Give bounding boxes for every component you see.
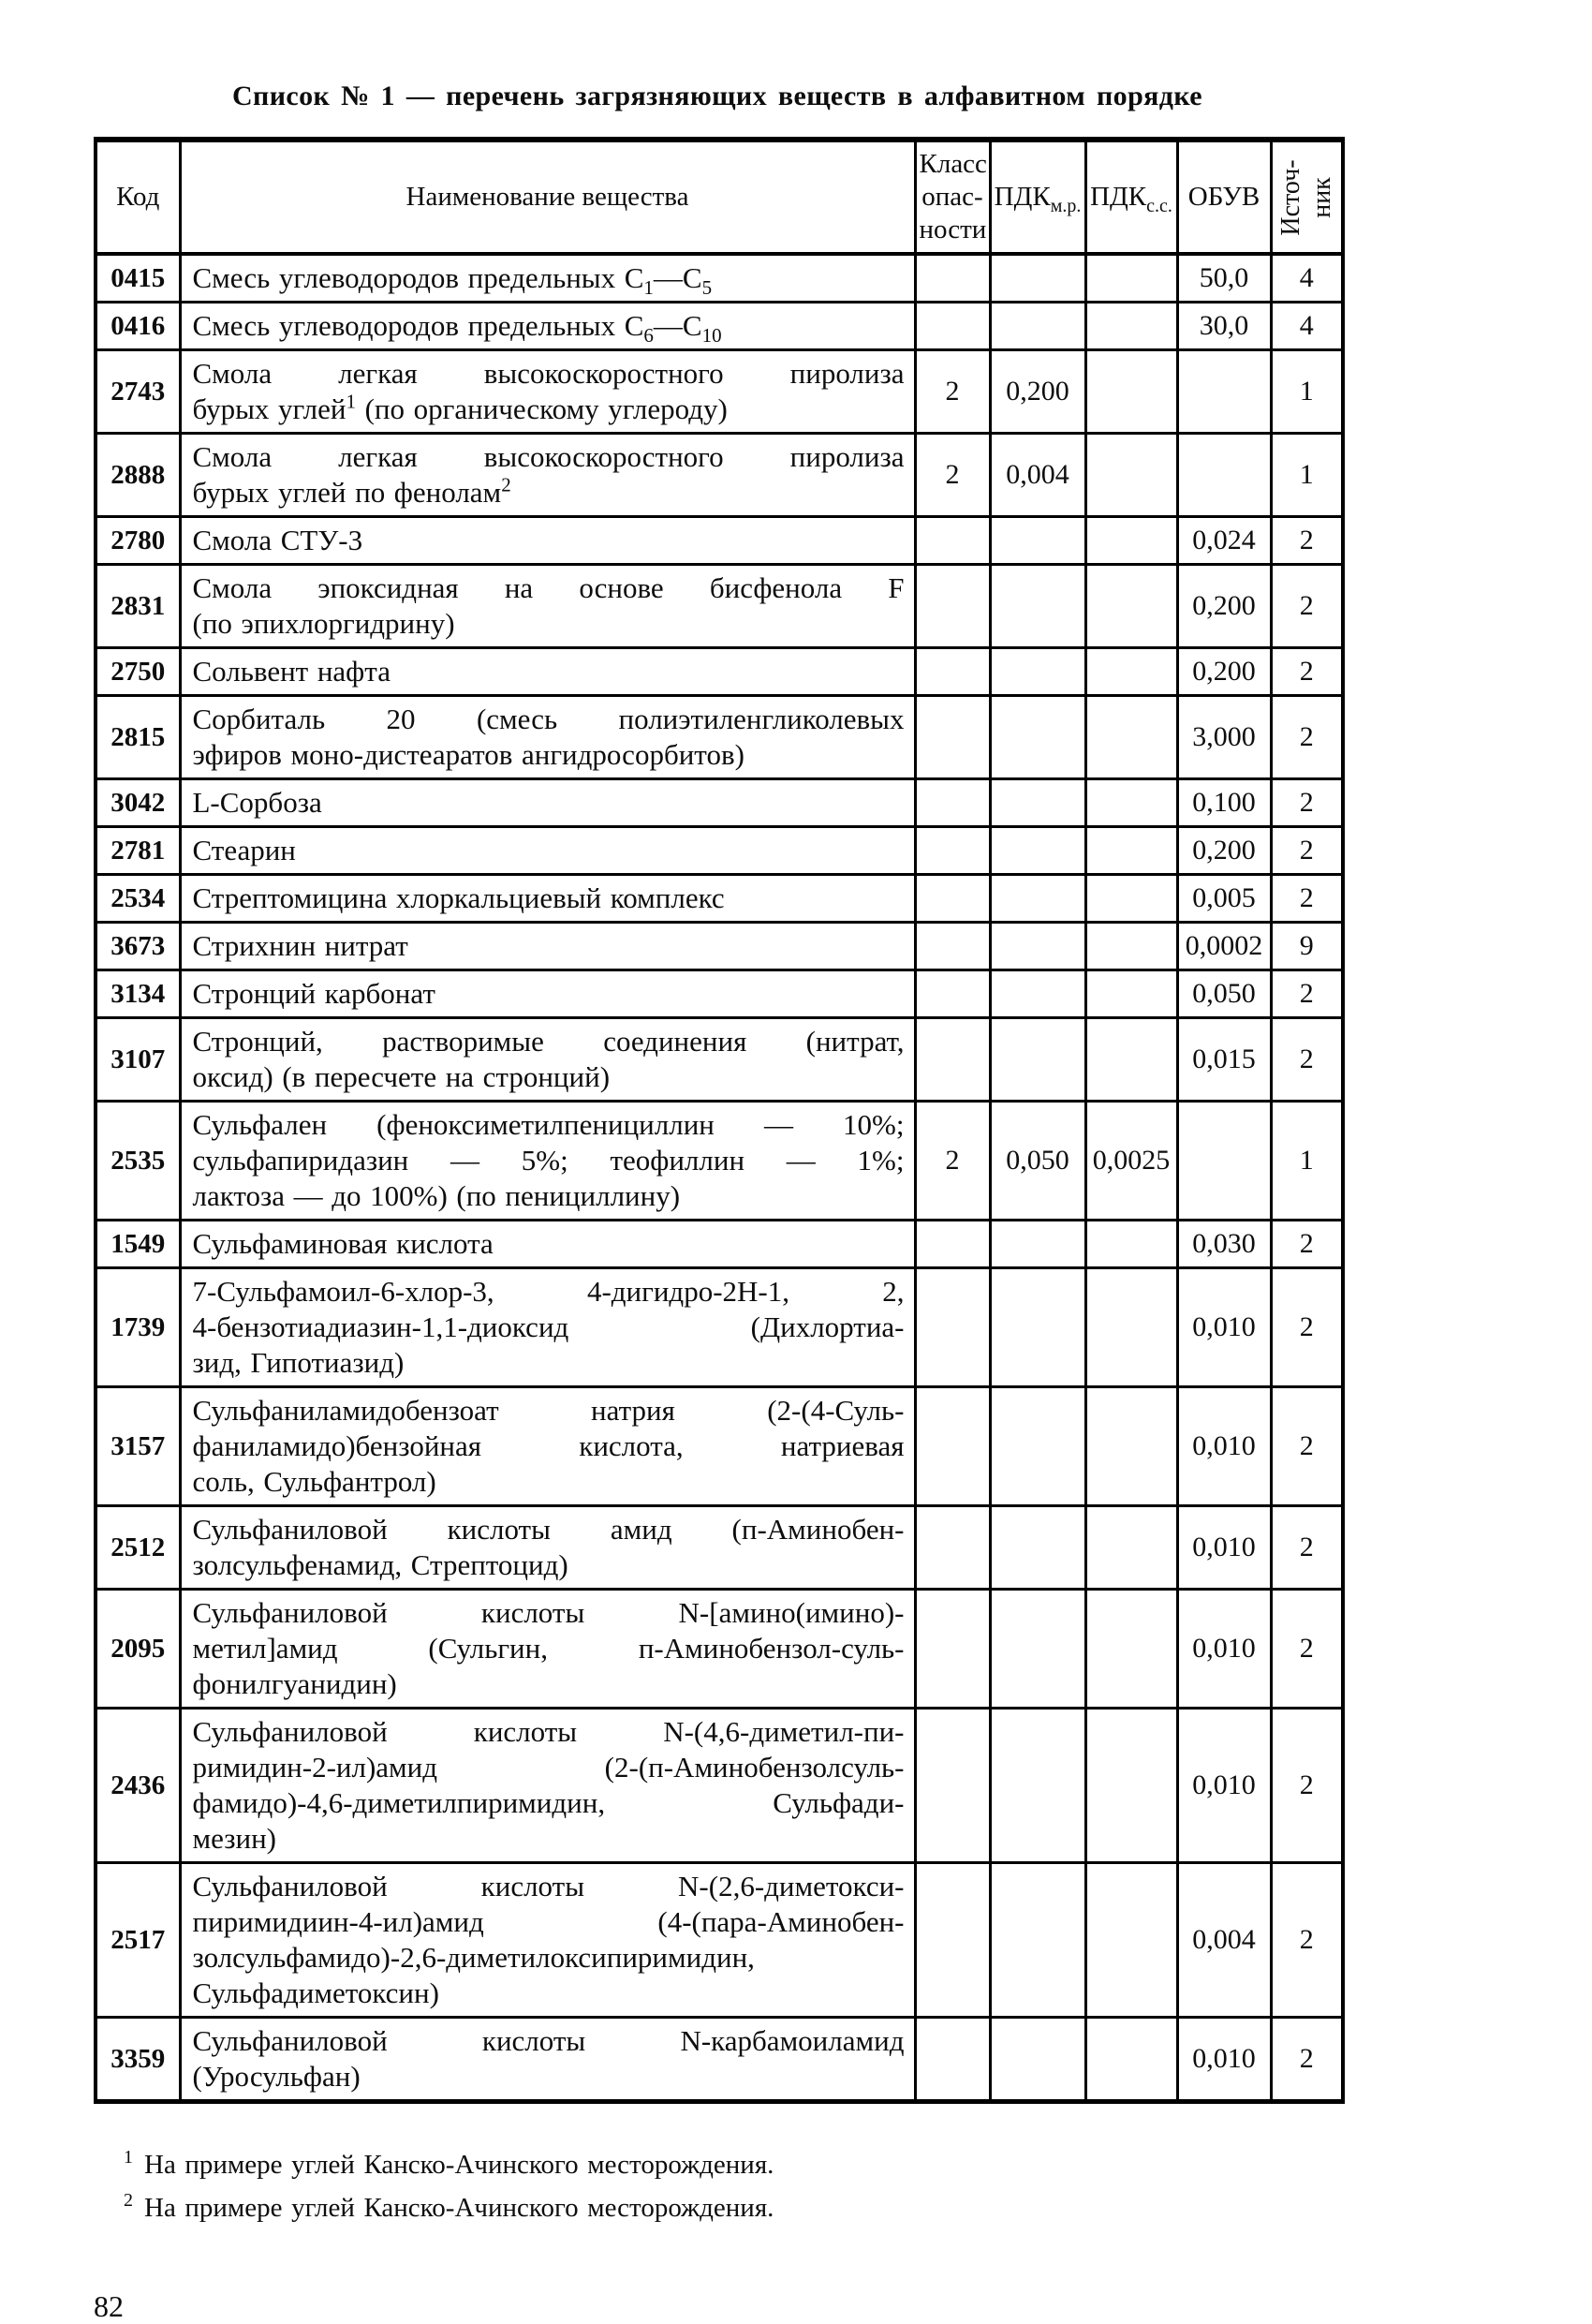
cell-code: 2535	[96, 1102, 180, 1221]
cell-obuv: 0,100	[1177, 779, 1271, 827]
substance-name-line: соль, Сульфантрол)	[192, 1465, 436, 1498]
cell-code: 3157	[96, 1387, 180, 1506]
table-row	[96, 517, 1343, 565]
substance-name-line: метил]амид (Сульгин, п-Аминобензол-суль-	[192, 1632, 905, 1665]
cell-hazard-class	[915, 2018, 990, 2102]
substance-name-line: пиримидиин-4-ил)амид (4-(пара-Аминобен-	[192, 1905, 905, 1938]
cell-source: 9	[1271, 923, 1343, 970]
col-header-substance-name: Наименование вещества	[180, 140, 915, 254]
cell-source: 2	[1271, 779, 1343, 827]
cell-pdk-mr	[990, 1268, 1085, 1387]
substance-name-line: (Уросульфан)	[192, 2060, 361, 2093]
cell-obuv: 0,200	[1177, 827, 1271, 875]
table-row	[96, 1590, 1343, 1709]
cell-obuv: 0,010	[1177, 1709, 1271, 1863]
cell-hazard-class	[915, 1268, 990, 1387]
cell-code: 3359	[96, 2018, 180, 2102]
cell-source: 2	[1271, 648, 1343, 696]
cell-hazard-class	[915, 1221, 990, 1268]
substance-name-line: Смола СТУ-3	[192, 524, 363, 556]
substance-name-line: Сульфаниловой кислоты N-[амино(имино)-	[192, 1596, 905, 1629]
substance-name-line: золсульфамидо)-2,6-диметилоксипиримидин,	[192, 1941, 755, 1974]
cell-pdk-mr	[990, 1590, 1085, 1709]
cell-hazard-class	[915, 1590, 990, 1709]
cell-source: 2	[1271, 1268, 1343, 1387]
cell-code: 0416	[96, 303, 180, 350]
table-row	[96, 779, 1343, 827]
substance-name-line: сульфапиридазин — 5%; теофиллин — 1%;	[192, 1144, 905, 1177]
cell-obuv: 0,004	[1177, 1863, 1271, 2018]
cell-substance-name	[180, 875, 915, 923]
table-row	[96, 2018, 1343, 2102]
cell-source: 2	[1271, 1506, 1343, 1590]
substance-name-line: Смесь углеводородов предельных $С_6—С_{10}$	[192, 309, 722, 348]
cell-obuv	[1177, 434, 1271, 517]
cell-substance-name	[180, 1268, 915, 1387]
cell-substance-name	[180, 827, 915, 875]
cell-source: 2	[1271, 1709, 1343, 1863]
cell-pdk-ss	[1085, 1387, 1177, 1506]
cell-pdk-mr	[990, 970, 1085, 1018]
substance-name-line: Сульфаниловой кислоты N-карбамоиламид	[192, 2024, 905, 2057]
cell-hazard-class	[915, 517, 990, 565]
table-row	[96, 350, 1343, 434]
cell-code: 2831	[96, 565, 180, 648]
subscript: 6	[643, 324, 654, 348]
footnote-1-text: На примере углей Канско-Ачинского месторождения.	[144, 2150, 774, 2180]
cell-hazard-class	[915, 648, 990, 696]
table-body	[96, 254, 1343, 2102]
cell-source: 2	[1271, 1863, 1343, 2018]
cell-obuv	[1177, 1102, 1271, 1221]
cell-obuv: 0,0002	[1177, 923, 1271, 970]
cell-code: 2512	[96, 1506, 180, 1590]
cell-substance-name	[180, 1863, 915, 2018]
col-header-code: Код	[96, 140, 180, 254]
document-page	[94, 0, 1341, 2324]
cell-obuv	[1177, 350, 1271, 434]
cell-pdk-mr	[990, 517, 1085, 565]
substance-name-line: фаниламидо)бензойная кислота, натриевая	[192, 1429, 905, 1462]
cell-substance-name	[180, 517, 915, 565]
col-header-pdk-ss	[1085, 140, 1177, 254]
table-row	[96, 970, 1343, 1018]
hazard-header-line: опас-	[921, 182, 983, 212]
cell-code: 2534	[96, 875, 180, 923]
subscript: 10	[701, 324, 722, 348]
substance-name-line: мезин)	[192, 1822, 277, 1855]
cell-substance-name	[180, 1018, 915, 1102]
pdk-mr-base: ПДК	[994, 182, 1051, 212]
substance-name-line: Сольвент нафта	[192, 655, 391, 688]
footnote-2-marker: 2	[124, 2190, 133, 2212]
substance-name-line: бурых углей по фенолам$^2$	[192, 473, 511, 509]
cell-substance-name	[180, 696, 915, 779]
cell-code: 2436	[96, 1709, 180, 1863]
cell-pdk-ss	[1085, 303, 1177, 350]
cell-substance-name	[180, 565, 915, 648]
cell-obuv: 0,030	[1177, 1221, 1271, 1268]
cell-hazard-class	[915, 827, 990, 875]
table-row	[96, 875, 1343, 923]
substance-name-line: Сульфаминовая кислота	[192, 1227, 494, 1260]
table-row	[96, 923, 1343, 970]
cell-pdk-ss	[1085, 1221, 1177, 1268]
table-row	[96, 434, 1343, 517]
cell-substance-name	[180, 2018, 915, 2102]
cell-source: 1	[1271, 350, 1343, 434]
substance-name-line: бурых углей$^1$ (по органическому углероду)	[192, 390, 728, 425]
cell-substance-name	[180, 1506, 915, 1590]
cell-obuv: 30,0	[1177, 303, 1271, 350]
header-row	[96, 140, 1343, 254]
cell-pdk-mr	[990, 1863, 1085, 2018]
col-header-hazard-class	[915, 140, 990, 254]
cell-substance-name	[180, 350, 915, 434]
pdk-ss-subscript: с.с.	[1146, 195, 1172, 216]
substance-name-line: Стронций, растворимые соединения (нитрат,	[192, 1025, 905, 1058]
table-row	[96, 827, 1343, 875]
cell-source: 2	[1271, 1018, 1343, 1102]
table-row	[96, 1506, 1343, 1590]
cell-hazard-class	[915, 1018, 990, 1102]
cell-pdk-mr	[990, 648, 1085, 696]
cell-code: 3107	[96, 1018, 180, 1102]
cell-hazard-class	[915, 303, 990, 350]
cell-code: 3134	[96, 970, 180, 1018]
cell-pdk-mr	[990, 1387, 1085, 1506]
cell-hazard-class	[915, 1387, 990, 1506]
cell-source: 2	[1271, 696, 1343, 779]
substance-name-line: Смола легкая высокоскоростного пиролиза	[192, 357, 905, 390]
cell-pdk-ss	[1085, 648, 1177, 696]
cell-code: 3673	[96, 923, 180, 970]
cell-obuv: 0,005	[1177, 875, 1271, 923]
substance-name-line: фонилгуанидин)	[192, 1667, 397, 1700]
footnote-1-marker: 1	[124, 2147, 133, 2169]
cell-source: 2	[1271, 565, 1343, 648]
table-row	[96, 254, 1343, 303]
substance-name-line: Сульфаниловой кислоты N-(4,6-диметил-пи-	[192, 1715, 905, 1748]
cell-substance-name	[180, 303, 915, 350]
cell-source: 2	[1271, 517, 1343, 565]
cell-source: 2	[1271, 970, 1343, 1018]
cell-source: 2	[1271, 1221, 1343, 1268]
table-row	[96, 1709, 1343, 1863]
table-row	[96, 1102, 1343, 1221]
cell-pdk-mr	[990, 1018, 1085, 1102]
col-header-pdk-mr	[990, 140, 1085, 254]
cell-substance-name	[180, 1102, 915, 1221]
cell-obuv: 0,010	[1177, 2018, 1271, 2102]
cell-obuv: 0,010	[1177, 1387, 1271, 1506]
cell-source: 4	[1271, 254, 1343, 303]
cell-pdk-ss	[1085, 923, 1177, 970]
page-number: 82	[94, 2289, 124, 2323]
cell-code: 2517	[96, 1863, 180, 2018]
cell-pdk-ss	[1085, 1590, 1177, 1709]
cell-hazard-class: 2	[915, 434, 990, 517]
cell-pdk-ss	[1085, 1863, 1177, 2018]
cell-hazard-class	[915, 1709, 990, 1863]
cell-source: 1	[1271, 434, 1343, 517]
substance-name-line: Смола эпоксидная на основе бисфенола F	[192, 571, 905, 604]
cell-pdk-mr: 0,050	[990, 1102, 1085, 1221]
pdk-ss-base: ПДК	[1090, 182, 1147, 212]
page-title: Список № 1 — перечень загрязняющих веществ в алфавитном порядке	[231, 81, 1203, 111]
superscript-footnote-ref: 1	[346, 390, 356, 413]
footnote-1	[124, 2143, 1341, 2186]
cell-code: 2888	[96, 434, 180, 517]
cell-pdk-mr	[990, 779, 1085, 827]
substance-name-line: лактоза — до 100%) (по пенициллину)	[192, 1179, 681, 1212]
table-row	[96, 303, 1343, 350]
cell-substance-name	[180, 970, 915, 1018]
cell-pdk-mr	[990, 1709, 1085, 1863]
cell-obuv: 0,200	[1177, 565, 1271, 648]
cell-substance-name	[180, 1709, 915, 1863]
substance-name-line: 7-Сульфамоил-6-хлор-3, 4-дигидро-2Н-1, 2,	[192, 1275, 905, 1308]
cell-substance-name	[180, 1221, 915, 1268]
pdk-mr-subscript: м.р.	[1050, 195, 1082, 216]
cell-substance-name	[180, 648, 915, 696]
table-header	[96, 140, 1343, 254]
cell-code: 2781	[96, 827, 180, 875]
cell-substance-name	[180, 254, 915, 303]
cell-hazard-class	[915, 923, 990, 970]
cell-hazard-class: 2	[915, 350, 990, 434]
cell-pdk-mr	[990, 923, 1085, 970]
substance-name-line: Сульфаниламидобензоат натрия (2-(4-Суль-	[192, 1394, 905, 1427]
cell-code: 2095	[96, 1590, 180, 1709]
cell-obuv: 0,010	[1177, 1590, 1271, 1709]
cell-code: 2743	[96, 350, 180, 434]
cell-pdk-ss	[1085, 254, 1177, 303]
substance-name-line: фамидо)-4,6-диметилпиримидин, Сульфади-	[192, 1786, 905, 1819]
cell-obuv: 0,010	[1177, 1268, 1271, 1387]
hazard-header-line: Класс	[919, 149, 987, 179]
cell-code: 2780	[96, 517, 180, 565]
cell-pdk-ss	[1085, 970, 1177, 1018]
cell-pdk-ss	[1085, 1268, 1177, 1387]
cell-source: 2	[1271, 1590, 1343, 1709]
cell-obuv: 0,024	[1177, 517, 1271, 565]
cell-obuv: 0,015	[1177, 1018, 1271, 1102]
cell-pdk-ss	[1085, 827, 1177, 875]
cell-source: 2	[1271, 827, 1343, 875]
cell-substance-name	[180, 434, 915, 517]
cell-pdk-ss	[1085, 2018, 1177, 2102]
subscript: 5	[701, 276, 713, 300]
table-row	[96, 1863, 1343, 2018]
cell-hazard-class	[915, 254, 990, 303]
cell-code: 1549	[96, 1221, 180, 1268]
subscript: 1	[643, 276, 654, 300]
substance-name-line: 4-бензотиадиазин-1,1-диоксид (Дихлортиа-	[192, 1310, 905, 1343]
table-row	[96, 1221, 1343, 1268]
cell-hazard-class	[915, 696, 990, 779]
table-row	[96, 1268, 1343, 1387]
substance-name-line: золсульфенамид, Стрептоцид)	[192, 1548, 568, 1581]
cell-source: 2	[1271, 2018, 1343, 2102]
superscript-footnote-ref: 2	[501, 473, 511, 496]
cell-obuv: 3,000	[1177, 696, 1271, 779]
substance-name-line: Сульфален (феноксиметилпенициллин — 10%;	[192, 1108, 905, 1141]
cell-pdk-mr	[990, 827, 1085, 875]
substance-name-line: L-Сорбоза	[192, 786, 322, 819]
substance-name-line: Сульфадиметоксин)	[192, 1976, 439, 2009]
table-row	[96, 648, 1343, 696]
cell-pdk-ss	[1085, 350, 1177, 434]
cell-substance-name	[180, 923, 915, 970]
cell-substance-name	[180, 779, 915, 827]
cell-code: 3042	[96, 779, 180, 827]
cell-hazard-class	[915, 875, 990, 923]
cell-pdk-ss	[1085, 517, 1177, 565]
cell-hazard-class: 2	[915, 1102, 990, 1221]
substance-name-line: Стрихнин нитрат	[192, 929, 408, 962]
substance-name-line: Сульфаниловой кислоты амид (п-Аминобен-	[192, 1513, 905, 1546]
cell-code: 2750	[96, 648, 180, 696]
cell-obuv: 0,010	[1177, 1506, 1271, 1590]
cell-pdk-mr: 0,004	[990, 434, 1085, 517]
table-row	[96, 1018, 1343, 1102]
substance-name-line: Сульфаниловой кислоты N-(2,6-диметокси-	[192, 1870, 905, 1902]
cell-hazard-class	[915, 779, 990, 827]
cell-source: 2	[1271, 1387, 1343, 1506]
cell-pdk-mr	[990, 1506, 1085, 1590]
substance-name-line: оксид) (в пересчете на стронций)	[192, 1060, 611, 1093]
cell-hazard-class	[915, 565, 990, 648]
footnote-2-text: На примере углей Канско-Ачинского месторождения.	[144, 2193, 774, 2223]
table-row	[96, 565, 1343, 648]
cell-hazard-class	[915, 1506, 990, 1590]
footnotes	[94, 2143, 1341, 2229]
substance-name-line: Стронций карбонат	[192, 977, 435, 1010]
pollutants-table	[94, 137, 1345, 2104]
substance-name-line: Сорбиталь 20 (смесь полиэтиленгликолевых	[192, 703, 905, 735]
substance-name-line: римидин-2-ил)амид (2-(п-Аминобензолсуль-	[192, 1751, 905, 1784]
substance-name-line: Смесь углеводородов предельных $С_1—С_5$	[192, 261, 713, 300]
cell-pdk-ss	[1085, 1018, 1177, 1102]
source-header-rotated: Источ- ник	[1276, 158, 1337, 236]
cell-pdk-mr	[990, 254, 1085, 303]
cell-pdk-mr: 0,200	[990, 350, 1085, 434]
col-header-source	[1271, 140, 1343, 254]
cell-code: 1739	[96, 1268, 180, 1387]
cell-substance-name	[180, 1387, 915, 1506]
footnote-2	[124, 2186, 1341, 2229]
cell-pdk-ss	[1085, 696, 1177, 779]
cell-obuv: 0,200	[1177, 648, 1271, 696]
cell-obuv: 0,050	[1177, 970, 1271, 1018]
substance-name-line: Смола легкая высокоскоростного пиролиза	[192, 440, 905, 473]
cell-pdk-ss	[1085, 434, 1177, 517]
hazard-header-line: ности	[919, 215, 987, 244]
cell-pdk-ss	[1085, 875, 1177, 923]
substance-name-line: эфиров моно-дистеаратов ангидросорбитов)	[192, 738, 744, 771]
cell-obuv: 50,0	[1177, 254, 1271, 303]
cell-pdk-ss	[1085, 779, 1177, 827]
table-row	[96, 1387, 1343, 1506]
cell-code: 0415	[96, 254, 180, 303]
cell-pdk-ss	[1085, 565, 1177, 648]
substance-name-line: Стрептомицина хлоркальциевый комплекс	[192, 881, 725, 914]
cell-hazard-class	[915, 1863, 990, 2018]
cell-source: 4	[1271, 303, 1343, 350]
col-header-obuv: ОБУВ	[1177, 140, 1271, 254]
cell-pdk-mr	[990, 875, 1085, 923]
cell-substance-name	[180, 1590, 915, 1709]
cell-pdk-mr	[990, 565, 1085, 648]
substance-name-line: (по эпихлоргидрину)	[192, 607, 455, 640]
cell-pdk-ss: 0,0025	[1085, 1102, 1177, 1221]
cell-code: 2815	[96, 696, 180, 779]
substance-name-line: Стеарин	[192, 834, 296, 866]
cell-pdk-mr	[990, 303, 1085, 350]
cell-pdk-mr	[990, 1221, 1085, 1268]
cell-pdk-ss	[1085, 1709, 1177, 1863]
cell-pdk-mr	[990, 696, 1085, 779]
substance-name-line: зид, Гипотиазид)	[192, 1346, 405, 1379]
table-row	[96, 696, 1343, 779]
cell-pdk-ss	[1085, 1506, 1177, 1590]
cell-source: 2	[1271, 875, 1343, 923]
cell-source: 1	[1271, 1102, 1343, 1221]
cell-hazard-class	[915, 970, 990, 1018]
cell-pdk-mr	[990, 2018, 1085, 2102]
